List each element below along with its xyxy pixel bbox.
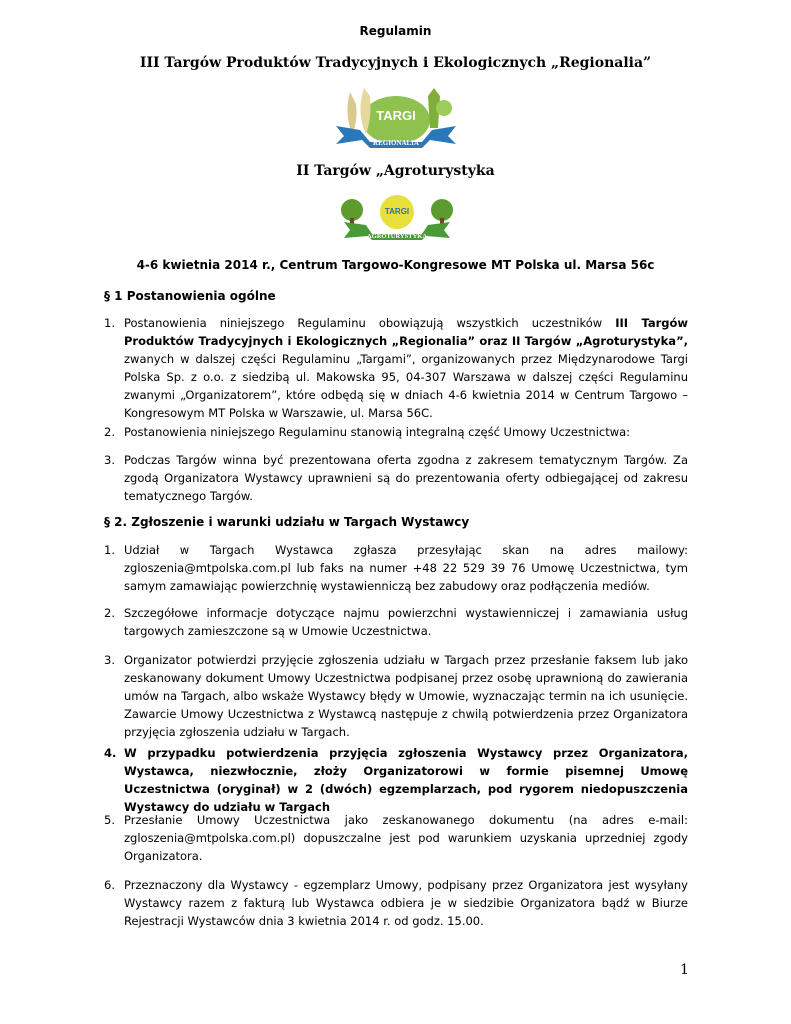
agro-logo-line1: TARGI <box>384 207 410 216</box>
event2-title: II Targów „Agroturystyka <box>296 163 495 179</box>
page-number: 1 <box>680 962 689 978</box>
item-number: 2. <box>104 425 115 439</box>
item-number: 6. <box>104 878 115 892</box>
section1-heading: § 1 Postanowienia ogólne <box>104 289 276 303</box>
section1-item-1 <box>104 314 688 422</box>
section1-item-2 <box>104 423 688 441</box>
regionalia-logo <box>330 82 462 150</box>
section2-item-2 <box>104 604 688 640</box>
section2-item-4 <box>104 744 688 816</box>
agro-logo-line2: AGROTURYSTYKA <box>366 233 428 240</box>
event1-title: III Targów Produktów Tradycyjnych i Ekologicznych „Regionalia” <box>139 55 652 71</box>
item-text: Udział w Targach Wystawca zgłasza przesyłając skan na adres mailowy: zgloszenia@mtpolska.com.pl lub faks na numer +48 22 529 39 76 Umowę Uczestnictwa, tym samym zamawiając powierzchnię wystawienniczą bez zabudowy oraz podłączenia mediów. <box>124 543 688 593</box>
item-number: 2. <box>104 606 115 620</box>
section2-heading: § 2. Zgłoszenie i warunki udziału w Targach Wystawcy <box>104 515 470 529</box>
date-location: 4-6 kwietnia 2014 r., Centrum Targowo-Kongresowe MT Polska ul. Marsa 56c <box>136 258 655 272</box>
regionalia-logo-line2: REGIONALIA <box>373 139 419 147</box>
item-number: 4. <box>104 746 117 760</box>
section2-item-3 <box>104 651 688 741</box>
item-text: Przeznaczony dla Wystawcy - egzemplarz Umowy, podpisany przez Organizatora jest wysyłany Wystawcy razem z fakturą lub Wystawca odbiera je w siedzibie Organizatora bądź w Biurze Rejestracji Wystawców dnia 3 kwietnia 2014 r. od godz. 15.00. <box>124 878 688 928</box>
section2-item-5 <box>104 811 688 865</box>
item-number: 1. <box>104 543 115 557</box>
item-text: Szczegółowe informacje dotyczące najmu powierzchni wystawienniczej i zamawiania usług targowych zamieszczone są w Umowie Uczestnictwa. <box>124 606 688 638</box>
tree-right <box>431 199 453 221</box>
item-text: Przesłanie Umowy Uczestnictwa jako zeskanowanego dokumentu (na adres e-mail: zgloszenia@mtpolska.com.pl) dopuszczalne jest pod warunkiem uzyskania uprzedniej zgody Organizatora. <box>124 813 688 863</box>
section2-item-1 <box>104 541 688 595</box>
regionalia-logo-line1: TARGI <box>376 108 416 123</box>
section1-item-3 <box>104 451 688 505</box>
item-text: Postanowienia niniejszego Regulaminu stanowią integralną część Umowy Uczestnictwa: <box>124 425 631 439</box>
agroturystyka-logo <box>336 192 458 242</box>
document-title: Regulamin <box>359 24 432 38</box>
item-number: 3. <box>104 453 115 467</box>
item-text: Organizator potwierdzi przyjęcie zgłoszenia udziału w Targach przez przesłanie faksem lub jako zeskanowany dokument Umowy Uczestnictwa podpisanej przez osobę uprawnioną do zawierania umów na Targach, albo wskaże Wystawcy błędy w Umowie, wyznaczając termin na ich usunięcie. Zawarcie Umowy Uczestnictwa z Wystawcą następuje z chwilą potwierdzenia przez Organizatora przyjęcia zgłoszenia udziału w Targach. <box>124 653 688 739</box>
item-text: Postanowienia niniejszego Regulaminu obowiązują wszystkich uczestników III Targów Produktów Tradycyjnych i Ekologicznych „Regionalia” oraz II Targów „Agroturystyka”, zwanych w dalszej części Regulaminu „Targami”, organizowanych przez Międzynarodowe Targi Polska Sp. z o.o. z siedzibą ul. Makowska 95, 04-307 Warszawa w dalszej części Regulaminu zwanymi „Organizatorem”, które odbędą się w dniach 4-6 kwietnia 2014 w Centrum Targowo – Kongresowym MT Polska w Warszawie, ul. Marsa 56C. <box>124 316 689 420</box>
tree-left <box>341 199 363 221</box>
bread-shape <box>347 92 356 134</box>
item-number: 3. <box>104 653 115 667</box>
item-number: 1. <box>104 316 115 330</box>
item-number: 5. <box>104 813 115 827</box>
section2-item-6 <box>104 876 688 930</box>
item-text: Podczas Targów winna być prezentowana oferta zgodna z zakresem tematycznym Targów. Za zgodą Organizatora Wystawcy uprawnieni są do prezentowania oferty odbiegającej od zakresu tematycznego Targów. <box>124 453 688 503</box>
item-text: W przypadku potwierdzenia przyjęcia zgłoszenia Wystawcy przez Organizatora, Wystawca, niezwłocznie, złoży Organizatorowi w formie pisemnej Umowę Uczestnictwa (oryginał) w 2 (dwóch) egzemplarzach, pod rygorem niedopuszczenia Wystawcy do udziału w Targach <box>124 746 688 814</box>
